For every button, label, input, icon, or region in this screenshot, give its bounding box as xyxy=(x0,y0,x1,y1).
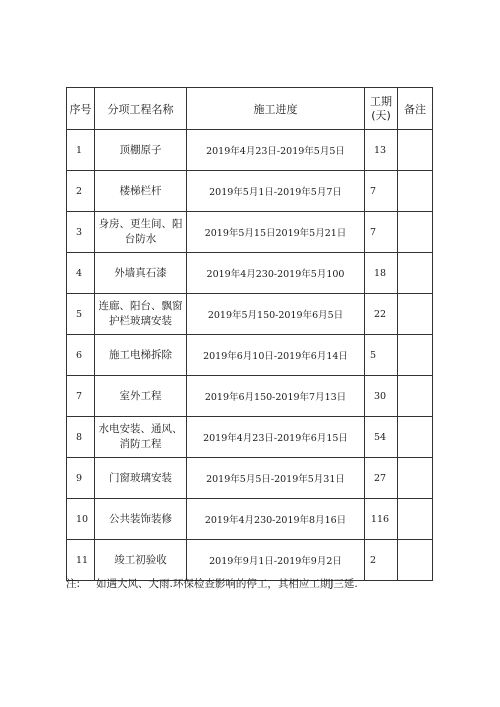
row-duration-days: 5 xyxy=(365,335,398,376)
footnote-label: 注: xyxy=(66,578,81,590)
header-name: 分项工程名称 xyxy=(95,88,187,130)
row-duration-days: 30 xyxy=(365,376,398,417)
row-note xyxy=(398,458,433,499)
row-item-name xyxy=(95,335,187,376)
row-note xyxy=(398,376,433,417)
row-seq: 10 xyxy=(67,499,95,540)
row-item-name xyxy=(95,253,187,294)
table-row xyxy=(67,417,433,458)
row-seq: 9 xyxy=(67,458,95,499)
row-seq: 7 xyxy=(67,376,95,417)
row-note xyxy=(398,171,433,212)
row-note xyxy=(398,212,433,253)
row-duration-days: 13 xyxy=(365,130,398,171)
table-row xyxy=(67,376,433,417)
row-item-name-line: 连廊、阳台、飘窗 xyxy=(98,300,183,312)
row-seq: 4 xyxy=(67,253,95,294)
table-row xyxy=(67,130,433,171)
table-row xyxy=(67,458,433,499)
table-row xyxy=(67,499,433,540)
row-note xyxy=(398,294,433,335)
header-days-line2: (天) xyxy=(371,108,391,122)
row-item-name-line: 护栏玻璃安装 xyxy=(109,315,172,327)
row-note xyxy=(398,253,433,294)
row-item-name-line: 公共装饰装修 xyxy=(109,512,172,525)
row-item-name xyxy=(95,171,187,212)
header-progress: 施工进度 xyxy=(187,88,365,130)
table-row xyxy=(67,171,433,212)
row-duration-days: 116 xyxy=(365,499,398,540)
footnote xyxy=(66,576,358,591)
row-seq: 5 xyxy=(67,294,95,335)
row-item-name xyxy=(95,130,187,171)
header-days-line1: 工期 xyxy=(370,94,392,108)
row-note xyxy=(398,130,433,171)
row-progress: 2019年4月23日-2019年5月5日 xyxy=(187,130,365,171)
row-note xyxy=(398,335,433,376)
row-progress: 2019年4月23日-2019年6月15日 xyxy=(187,417,365,458)
table-row xyxy=(67,212,433,253)
row-item-name xyxy=(95,417,187,458)
row-item-name-line: 施工电梯拆除 xyxy=(109,348,172,361)
row-note xyxy=(398,499,433,540)
table-header-row xyxy=(67,88,433,130)
row-note xyxy=(398,540,433,581)
row-item-name xyxy=(95,294,187,335)
table-row xyxy=(67,335,433,376)
row-duration-days: 18 xyxy=(365,253,398,294)
row-item-name-line: 身房、更生间、阳 xyxy=(98,218,183,230)
row-duration-days: 27 xyxy=(365,458,398,499)
table-body xyxy=(67,130,433,581)
construction-schedule-table xyxy=(66,87,433,581)
table-row xyxy=(67,253,433,294)
row-item-name xyxy=(95,540,187,581)
row-note xyxy=(398,417,433,458)
row-item-name xyxy=(95,499,187,540)
row-seq: 8 xyxy=(67,417,95,458)
row-duration-days: 54 xyxy=(365,417,398,458)
row-progress: 2019年4月230-2019年5月100 xyxy=(187,253,365,294)
row-progress: 2019年5月150-2019年6月5日 xyxy=(187,294,365,335)
row-progress: 2019年4月230-2019年8月16日 xyxy=(187,499,365,540)
footnote-text: 如遇大风、大雨.环保检查影响的停工，其相应工期J三延. xyxy=(96,578,358,590)
row-item-name-line: 楼梯栏杆 xyxy=(119,184,162,197)
row-duration-days: 22 xyxy=(365,294,398,335)
row-item-name-line: 消防工程 xyxy=(119,438,162,450)
row-seq: 11 xyxy=(67,540,95,581)
header-seq: 序号 xyxy=(67,88,95,130)
row-item-name-line: 竣工初验收 xyxy=(114,553,167,566)
row-item-name-line: 室外工程 xyxy=(119,389,162,402)
header-days xyxy=(365,88,398,130)
row-duration-days: 2 xyxy=(365,540,398,581)
row-duration-days: 7 xyxy=(365,212,398,253)
row-seq: 6 xyxy=(67,335,95,376)
row-item-name xyxy=(95,458,187,499)
row-progress: 2019年5月5日-2019年5月31日 xyxy=(187,458,365,499)
row-item-name xyxy=(95,376,187,417)
row-seq: 1 xyxy=(67,130,95,171)
table-row xyxy=(67,294,433,335)
row-duration-days: 7 xyxy=(365,171,398,212)
row-item-name-line: 水电安装、通风、 xyxy=(98,423,183,435)
row-item-name-line: 台防水 xyxy=(124,233,157,245)
row-item-name xyxy=(95,212,187,253)
row-item-name-line: 顶棚原子 xyxy=(119,143,162,156)
row-progress: 2019年5月1日-2019年5月7日 xyxy=(187,171,365,212)
row-seq: 3 xyxy=(67,212,95,253)
row-progress: 2019年5月15日2019年5月21日 xyxy=(187,212,365,253)
row-progress: 2019年9月1日-2019年9月2日 xyxy=(187,540,365,581)
row-seq: 2 xyxy=(67,171,95,212)
row-progress: 2019年6月150-2019年7月13日 xyxy=(187,376,365,417)
row-progress: 2019年6月10日-2019年6月14日 xyxy=(187,335,365,376)
header-note: 备注 xyxy=(398,88,433,130)
row-item-name-line: 门窗玻璃安装 xyxy=(109,471,172,484)
table-row xyxy=(67,540,433,581)
row-item-name-line: 外墙真石漆 xyxy=(114,266,167,279)
